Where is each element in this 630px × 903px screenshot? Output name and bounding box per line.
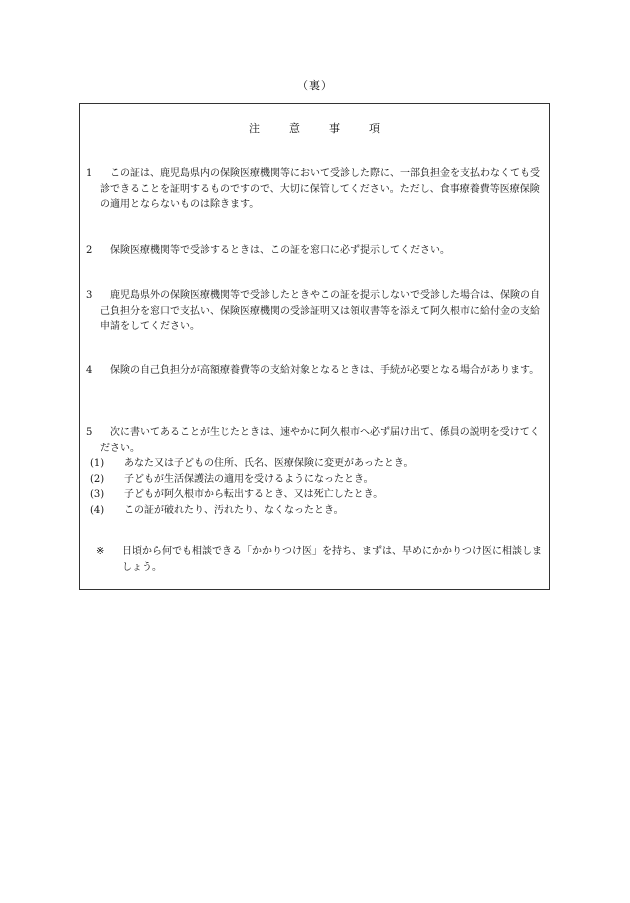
item-number: 3 (86, 290, 93, 301)
notice-item-4 (86, 363, 546, 379)
sub-item (86, 503, 546, 519)
remark-note (96, 544, 542, 575)
sub-item-number: (1) (90, 458, 105, 469)
sub-item-list (90, 456, 546, 518)
remark-text: 日頃から何でも相談できる「かかりつけ医」を持ち、まずは、早めにかかりつけ医に相談しましょう。 (122, 546, 542, 573)
sub-item-text: 子どもが阿久根市から転出するとき、又は死亡したとき。 (124, 489, 384, 500)
notice-item-5 (86, 425, 546, 518)
page-side-label: （裏） (297, 79, 333, 92)
sub-item-number: (4) (90, 504, 105, 516)
sub-item (86, 472, 546, 488)
notice-box (79, 103, 550, 590)
sub-item-text: あなた又は子どもの住所、氏名、医療保険に変更があったとき。 (124, 458, 414, 469)
sub-item (86, 487, 546, 503)
sub-item-number: (2) (90, 473, 105, 485)
item-number: 4 (86, 365, 93, 376)
remark-mark: ※ (96, 546, 105, 557)
notice-item-2 (86, 243, 546, 259)
notice-item-3 (86, 288, 546, 335)
notice-item-1 (86, 166, 546, 213)
item-text: 鹿児島県外の保険医療機関等で受診したときやこの証を提示しないで受診した場合は、保険の自己負担分を窓口で支払い、保険医療機関の受診証明又は領収書等を添えて阿久根市に給付金の支給申請をしてください。 (100, 290, 540, 332)
item-number: 5 (86, 427, 93, 438)
item-number: 2 (86, 245, 93, 256)
notice-title: 注 意 事 項 (249, 122, 389, 135)
sub-item-text: 子どもが生活保護法の適用を受けるようになったとき。 (124, 473, 374, 485)
sub-item (86, 456, 546, 472)
item-number: 1 (86, 168, 93, 179)
sub-item-text: この証が破れたり、汚れたり、なくなったとき。 (124, 504, 344, 516)
item-text: 保険の自己負担分が高額療養費等の支給対象となるときは、手続が必要となる場合があります。 (110, 365, 540, 376)
sub-item-number: (3) (90, 489, 105, 500)
item-text: 次に書いてあることが生じたときは、速やかに阿久根市へ必ず届け出て、係員の説明を受けてください。 (100, 427, 540, 454)
item-text: 保険医療機関等で受診するときは、この証を窓口に必ず提示してください。 (110, 245, 450, 256)
item-text: この証は、鹿児島県内の保険医療機関等において受診した際に、一部負担金を支払わなくても受診できることを証明するものですので、大切に保管してください。ただし、食事療養費等医療保険の適用とならないものは除きます。 (100, 168, 540, 210)
